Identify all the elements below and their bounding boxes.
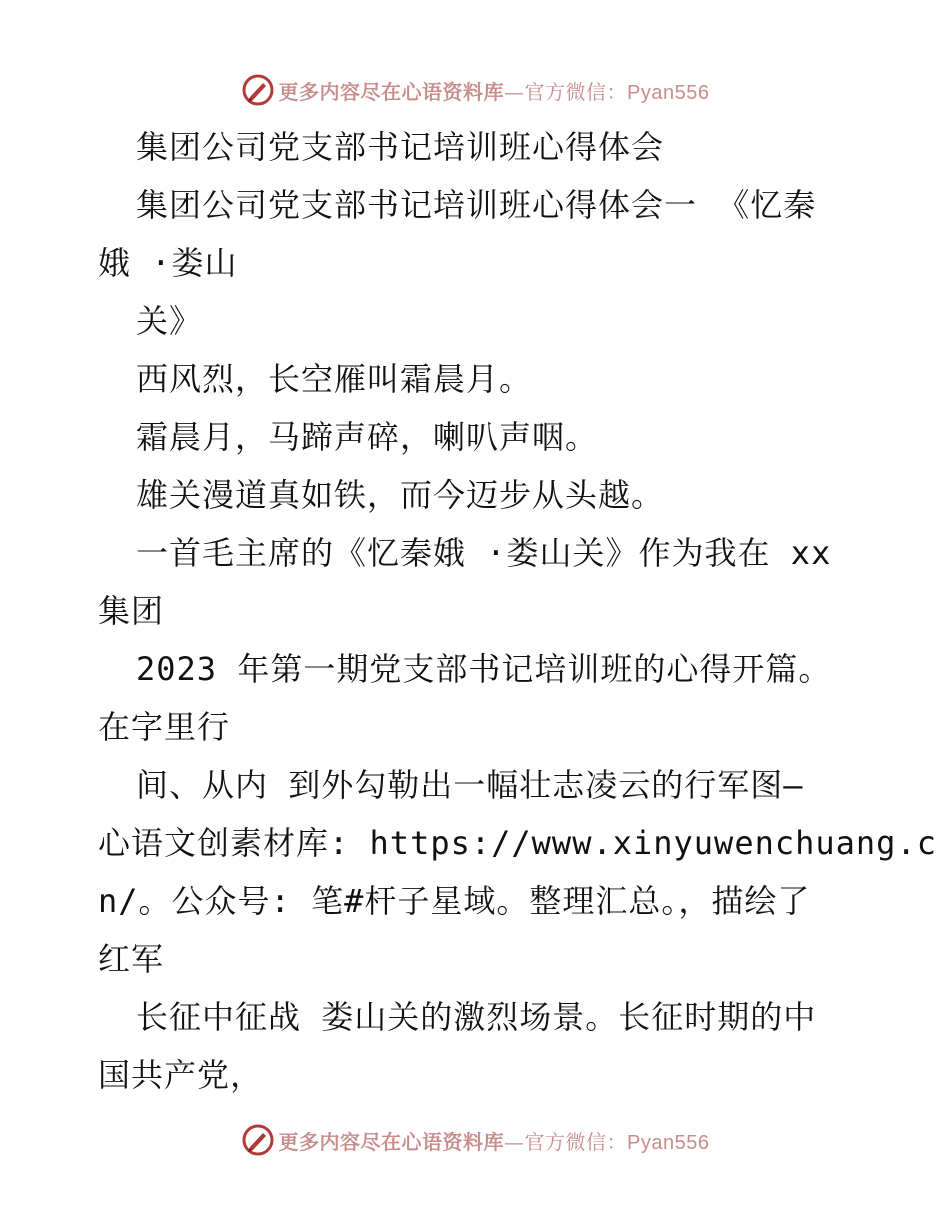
watermark-banner-bottom (0, 1120, 950, 1160)
text-line: 红军 (98, 940, 165, 978)
text-line: 关》 (136, 302, 203, 340)
text-line: 心语文创素材库: https://www.xinyuwenchuang.c (98, 824, 937, 862)
text-line: n/。公众号: 笔#杆子星域。整理汇总。，描绘了 (98, 882, 811, 920)
text-line: 西风烈，长空雁叫霜晨月。 (136, 360, 533, 398)
text-line: 在字里行 (98, 708, 231, 746)
text-line: 长征中征战 娄山关的激烈场景。长征时期的中 (136, 998, 817, 1036)
text-line: 雄关漫道真如铁，而今迈步从头越。 (136, 476, 665, 514)
text-line: 集团 (98, 592, 165, 630)
watermark-id: Pyan556 (627, 81, 710, 104)
watermark-main: 更多内容尽在心语资料库 (278, 79, 505, 104)
text-line: 霜晨月，马蹄声碎，喇叭声咽。 (136, 418, 599, 456)
watermark-label: 官方微信： (524, 1129, 628, 1154)
watermark-id: Pyan556 (627, 1131, 710, 1154)
pen-logo-icon (241, 73, 275, 107)
text-line: 一首毛主席的《忆秦娥 ·娄山关》作为我在 xx (136, 534, 832, 572)
watermark-banner-top (0, 70, 950, 110)
text-line: 国共产党， (98, 1056, 264, 1094)
watermark-dash: — (504, 79, 525, 104)
watermark-label: 官方微信： (524, 79, 628, 104)
pen-logo-icon (241, 1123, 275, 1157)
text-line: 2023 年第一期党支部书记培训班的心得开篇。 (136, 650, 832, 688)
watermark-dash: — (504, 1129, 525, 1154)
watermark-text (279, 1126, 710, 1155)
text-line: 集团公司党支部书记培训班心得体会 (136, 128, 665, 166)
watermark-text (279, 76, 710, 105)
text-line: 娥 ·娄山 (98, 244, 238, 282)
text-line: 间、从内 到外勾勒出一幅壮志凌云的行军图— (136, 766, 804, 804)
document-body (98, 118, 937, 1104)
watermark-main: 更多内容尽在心语资料库 (278, 1129, 505, 1154)
text-line: 集团公司党支部书记培训班心得体会一 《忆秦 (136, 186, 817, 224)
